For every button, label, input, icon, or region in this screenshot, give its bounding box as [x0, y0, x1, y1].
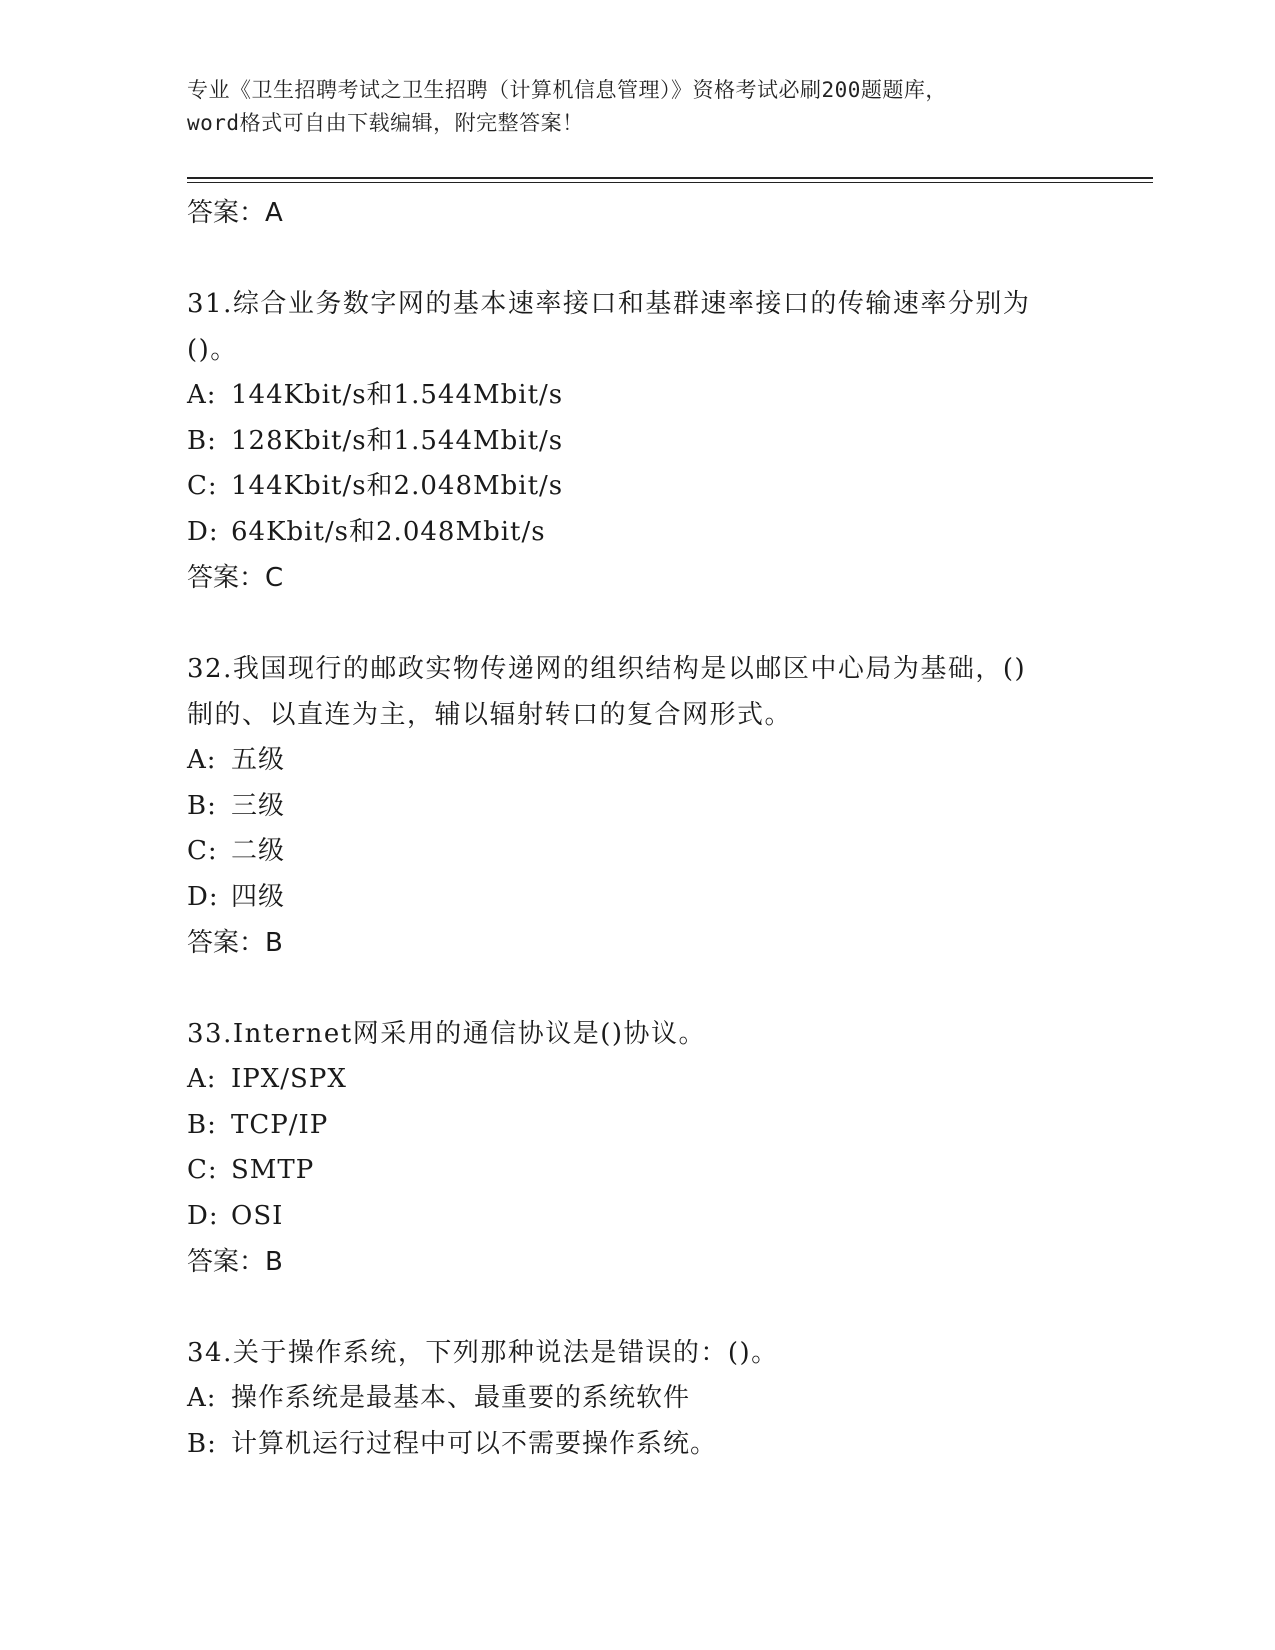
option-letter: A: [187, 380, 217, 410]
option-c [187, 829, 1087, 875]
option-c [187, 464, 1087, 510]
option-letter: A: [187, 1064, 217, 1094]
header-divider-thin [187, 182, 1153, 183]
option-text: TCP/IP [231, 1109, 329, 1140]
option-letter: B: [187, 425, 217, 456]
option-letter: C: [187, 836, 218, 866]
question-block [187, 1330, 1087, 1467]
option-d [187, 1194, 1087, 1240]
question-block [187, 281, 1087, 601]
spacer [187, 966, 1087, 1011]
question-stem-line: ()。 [187, 335, 238, 365]
option-text: 操作系统是最基本、最重要的系统软件 [231, 1383, 691, 1413]
option-d [187, 875, 1087, 921]
option-letter: A: [187, 745, 217, 775]
question-block [187, 1011, 1087, 1285]
answer-line: 答案：B [187, 928, 283, 958]
option-b [187, 1422, 1087, 1468]
answer-line: 答案：B [187, 1247, 283, 1277]
option-letter: D: [187, 881, 219, 912]
option-text: 计算机运行过程中可以不需要操作系统。 [231, 1428, 718, 1459]
document-header [187, 74, 1087, 140]
option-text: SMTP [231, 1155, 315, 1185]
option-letter: B: [187, 1109, 217, 1140]
header-title-line-2: word格式可自由下载编辑，附完整答案！ [187, 111, 584, 135]
answer-line: 答案：A [187, 198, 283, 228]
option-letter: B: [187, 790, 217, 821]
option-letter: C: [187, 1155, 218, 1185]
option-text: 144Kbit/s和2.048Mbit/s [231, 471, 564, 501]
option-letter: D: [187, 516, 219, 547]
answer-line: 答案：C [187, 563, 284, 593]
question-list [187, 190, 1087, 1467]
option-a [187, 1057, 1087, 1103]
option-text: 三级 [231, 790, 286, 821]
option-text: 144Kbit/s和1.544Mbit/s [231, 380, 564, 410]
spacer [187, 601, 1087, 646]
option-b [187, 784, 1087, 830]
question-stem-line: 34.关于操作系统，下列那种说法是错误的：()。 [187, 1338, 779, 1368]
option-letter: C: [187, 471, 218, 501]
option-b [187, 419, 1087, 465]
spacer [187, 1285, 1087, 1330]
option-a [187, 738, 1087, 784]
question-stem-line: 制的、以直连为主，辅以辐射转口的复合网形式。 [187, 700, 793, 730]
option-letter: B: [187, 1428, 217, 1459]
header-divider-thick [187, 177, 1153, 179]
option-letter: D: [187, 1200, 219, 1231]
option-text: 二级 [231, 836, 286, 866]
question-stem-line: 31.综合业务数字网的基本速率接口和基群速率接口的传输速率分别为 [187, 289, 1031, 319]
option-a [187, 1376, 1087, 1422]
option-text: 128Kbit/s和1.544Mbit/s [231, 425, 564, 456]
option-text: 五级 [231, 745, 286, 775]
header-title-line-1: 专业《卫生招聘考试之卫生招聘（计算机信息管理）》资格考试必刷200题题库， [187, 78, 947, 102]
option-text: IPX/SPX [231, 1064, 347, 1094]
option-d [187, 510, 1087, 556]
option-text: 四级 [231, 881, 286, 912]
question-stem-line: 33.Internet网采用的通信协议是()协议。 [187, 1019, 706, 1049]
option-text: 64Kbit/s和2.048Mbit/s [231, 516, 546, 547]
option-b [187, 1103, 1087, 1149]
spacer [187, 236, 1087, 281]
option-a [187, 373, 1087, 419]
option-c [187, 1148, 1087, 1194]
option-letter: A: [187, 1383, 217, 1413]
question-stem-line: 32.我国现行的邮政实物传递网的组织结构是以邮区中心局为基础，() [187, 654, 1027, 684]
option-text: OSI [231, 1200, 284, 1231]
question-block [187, 646, 1087, 966]
